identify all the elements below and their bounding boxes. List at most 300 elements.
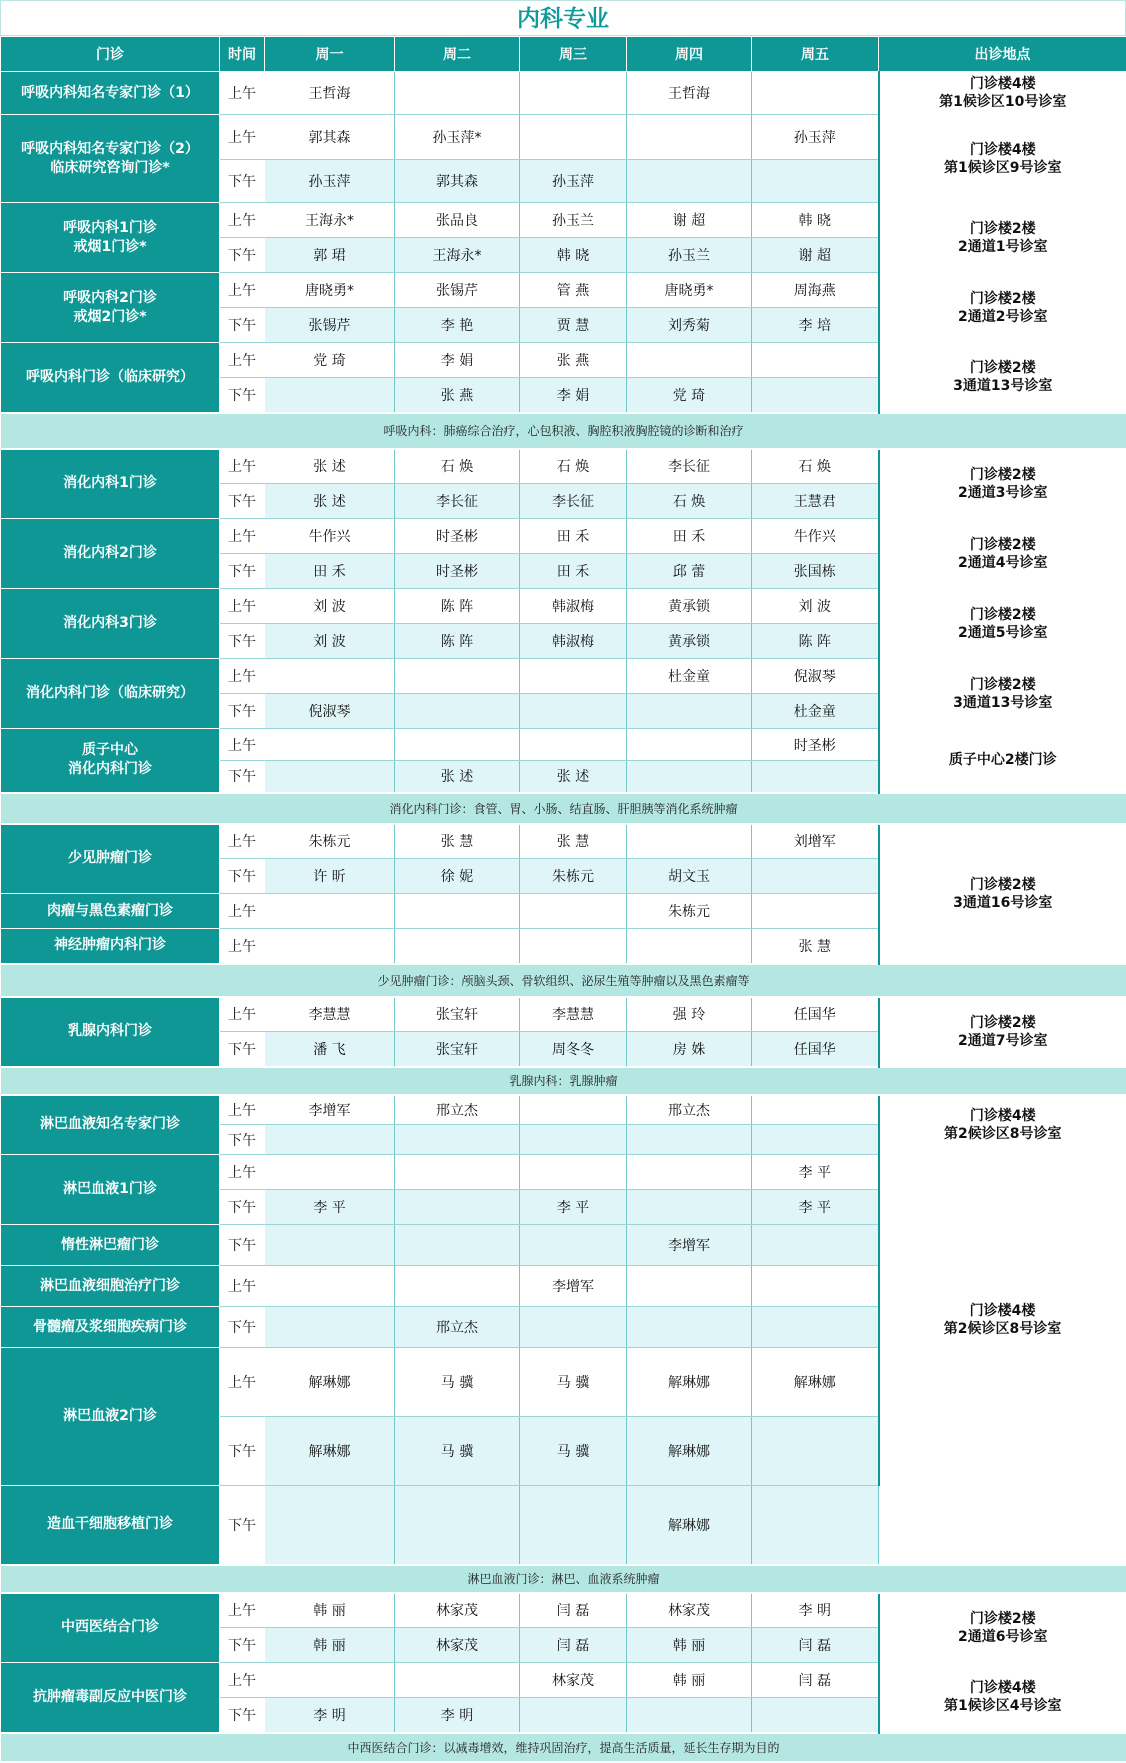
doctor-cell: 李慧慧 [520, 997, 627, 1032]
header-wed: 周三 [520, 37, 627, 72]
doctor-cell: 闫 磊 [752, 1628, 879, 1663]
doctor-cell: 王海永* [395, 238, 520, 273]
doctor-cell [752, 894, 879, 929]
doctor-cell [520, 1307, 627, 1348]
doctor-cell: 韩 丽 [627, 1628, 752, 1663]
session-time: 下午 [220, 1417, 265, 1486]
schedule-row [1, 997, 1126, 1032]
clinic-location: 质子中心2楼门诊 [879, 729, 1126, 793]
schedule-table [0, 36, 1126, 1763]
doctor-cell [752, 1266, 879, 1307]
page-title: 内科专业 [0, 0, 1126, 36]
doctor-cell: 唐晓勇* [627, 273, 752, 308]
clinic-location: 门诊楼2楼 2通道5号诊室 [879, 589, 1126, 659]
clinic-location: 门诊楼2楼 3通道13号诊室 [879, 659, 1126, 729]
doctor-cell: 朱栋元 [265, 824, 395, 859]
doctor-cell: 张 述 [395, 761, 520, 793]
doctor-cell: 张 慧 [520, 824, 627, 859]
clinic-location: 门诊楼2楼 2通道3号诊室 [879, 449, 1126, 519]
doctor-cell: 郭其森 [265, 115, 395, 160]
clinic-name: 呼吸内科2门诊 戒烟2门诊* [1, 273, 220, 343]
schedule-row [1, 519, 1126, 554]
doctor-cell: 党 琦 [627, 378, 752, 413]
doctor-cell: 李增军 [265, 1095, 395, 1125]
doctor-cell: 刘 波 [265, 624, 395, 659]
doctor-cell: 李 明 [265, 1698, 395, 1733]
doctor-cell [520, 1698, 627, 1733]
doctor-cell: 闫 磊 [752, 1663, 879, 1698]
doctor-cell: 房 姝 [627, 1032, 752, 1067]
doctor-cell: 许 昕 [265, 859, 395, 894]
schedule-row [1, 449, 1126, 484]
doctor-cell: 唐晓勇* [265, 273, 395, 308]
doctor-cell [627, 1698, 752, 1733]
clinic-location: 门诊楼2楼 3通道13号诊室 [879, 343, 1126, 413]
doctor-cell: 林家茂 [395, 1593, 520, 1628]
doctor-cell [265, 894, 395, 929]
clinic-name: 少见肿瘤门诊 [1, 824, 220, 894]
section-note: 呼吸内科：肺癌综合治疗，心包积液、胸腔积液胸腔镜的诊断和治疗 [1, 413, 1126, 449]
doctor-cell: 周冬冬 [520, 1032, 627, 1067]
doctor-cell: 刘 波 [752, 589, 879, 624]
session-time: 上午 [220, 519, 265, 554]
session-time: 上午 [220, 894, 265, 929]
doctor-cell [752, 761, 879, 793]
doctor-cell: 孙玉萍* [395, 115, 520, 160]
doctor-cell: 孙玉兰 [627, 238, 752, 273]
doctor-cell [752, 1698, 879, 1733]
doctor-cell: 马 骥 [520, 1417, 627, 1486]
doctor-cell: 刘 波 [265, 589, 395, 624]
doctor-cell: 李长征 [520, 484, 627, 519]
clinic-name: 乳腺内科门诊 [1, 997, 220, 1067]
session-time: 上午 [220, 1663, 265, 1698]
clinic-location: 门诊楼2楼 2通道1号诊室 [879, 203, 1126, 273]
doctor-cell [627, 761, 752, 793]
doctor-cell [627, 1155, 752, 1190]
session-time: 下午 [220, 1486, 265, 1565]
doctor-cell: 张 燕 [395, 378, 520, 413]
doctor-cell: 邢立杰 [395, 1095, 520, 1125]
doctor-cell: 时圣彬 [395, 554, 520, 589]
doctor-cell: 张 慧 [395, 824, 520, 859]
session-time: 上午 [220, 729, 265, 761]
clinic-name: 神经肿瘤内科门诊 [1, 929, 220, 964]
doctor-cell [520, 1225, 627, 1266]
doctor-cell: 陈 阵 [752, 624, 879, 659]
doctor-cell: 时圣彬 [752, 729, 879, 761]
doctor-cell: 韩淑梅 [520, 624, 627, 659]
section-note-row [1, 793, 1126, 824]
doctor-cell: 李增军 [520, 1266, 627, 1307]
doctor-cell: 李 明 [752, 1593, 879, 1628]
doctor-cell [395, 1225, 520, 1266]
doctor-cell: 田 禾 [627, 519, 752, 554]
session-time: 下午 [220, 859, 265, 894]
clinic-name: 质子中心 消化内科门诊 [1, 729, 220, 793]
doctor-cell: 李慧慧 [265, 997, 395, 1032]
clinic-name: 淋巴血液1门诊 [1, 1155, 220, 1225]
doctor-cell: 韩 丽 [627, 1663, 752, 1698]
doctor-cell: 张品良 [395, 203, 520, 238]
doctor-cell [752, 378, 879, 413]
doctor-cell: 陈 阵 [395, 589, 520, 624]
doctor-cell: 张 燕 [520, 343, 627, 378]
doctor-cell: 任国华 [752, 997, 879, 1032]
doctor-cell: 解琳娜 [265, 1417, 395, 1486]
doctor-cell: 解琳娜 [752, 1348, 879, 1417]
session-time: 上午 [220, 659, 265, 694]
clinic-name: 消化内科3门诊 [1, 589, 220, 659]
session-time: 下午 [220, 694, 265, 729]
doctor-cell [752, 859, 879, 894]
doctor-cell: 田 禾 [520, 554, 627, 589]
doctor-cell [265, 1307, 395, 1348]
session-time: 下午 [220, 1225, 265, 1266]
session-time: 上午 [220, 343, 265, 378]
doctor-cell [395, 1155, 520, 1190]
section-note: 淋巴血液门诊：淋巴、血液系统肿瘤 [1, 1565, 1126, 1593]
doctor-cell [395, 729, 520, 761]
doctor-cell [627, 160, 752, 203]
doctor-cell [520, 1125, 627, 1155]
doctor-cell [395, 659, 520, 694]
session-time: 上午 [220, 1095, 265, 1125]
doctor-cell: 孙玉萍 [752, 115, 879, 160]
doctor-cell: 邱 蕾 [627, 554, 752, 589]
doctor-cell [395, 1663, 520, 1698]
doctor-cell: 邢立杰 [395, 1307, 520, 1348]
session-time: 下午 [220, 554, 265, 589]
session-time: 上午 [220, 1266, 265, 1307]
doctor-cell: 王慧君 [752, 484, 879, 519]
session-time: 上午 [220, 273, 265, 308]
doctor-cell [265, 729, 395, 761]
schedule-row [1, 729, 1126, 761]
doctor-cell [752, 160, 879, 203]
clinic-location: 门诊楼2楼 2通道4号诊室 [879, 519, 1126, 589]
session-time: 下午 [220, 160, 265, 203]
doctor-cell [752, 72, 879, 115]
doctor-cell: 时圣彬 [395, 519, 520, 554]
doctor-cell: 朱栋元 [627, 894, 752, 929]
session-time: 下午 [220, 484, 265, 519]
clinic-location: 门诊楼4楼 第2候诊区8号诊室 [879, 1155, 1126, 1486]
session-time: 下午 [220, 761, 265, 793]
schedule-row [1, 203, 1126, 238]
doctor-cell: 李增军 [627, 1225, 752, 1266]
doctor-cell: 李 娟 [395, 343, 520, 378]
header-thu: 周四 [627, 37, 752, 72]
doctor-cell [627, 1266, 752, 1307]
clinic-location: 门诊楼4楼 第2候诊区8号诊室 [879, 1095, 1126, 1155]
doctor-cell [395, 694, 520, 729]
session-time: 下午 [220, 1307, 265, 1348]
header-clinic: 门诊 [1, 37, 220, 72]
doctor-cell [395, 1190, 520, 1225]
doctor-cell [265, 929, 395, 964]
doctor-cell [520, 659, 627, 694]
doctor-cell: 谢 超 [627, 203, 752, 238]
session-time: 下午 [220, 378, 265, 413]
doctor-cell [520, 1155, 627, 1190]
clinic-name: 惰性淋巴瘤门诊 [1, 1225, 220, 1266]
clinic-name: 淋巴血液知名专家门诊 [1, 1095, 220, 1155]
doctor-cell: 林家茂 [395, 1628, 520, 1663]
doctor-cell: 闫 磊 [520, 1593, 627, 1628]
clinic-name: 呼吸内科1门诊 戒烟1门诊* [1, 203, 220, 273]
doctor-cell [752, 1417, 879, 1486]
doctor-cell [395, 1486, 520, 1565]
doctor-cell: 强 玲 [627, 997, 752, 1032]
doctor-cell: 解琳娜 [627, 1486, 752, 1565]
session-time: 上午 [220, 1348, 265, 1417]
doctor-cell [265, 659, 395, 694]
doctor-cell: 石 焕 [395, 449, 520, 484]
doctor-cell: 张宝轩 [395, 997, 520, 1032]
doctor-cell: 田 禾 [520, 519, 627, 554]
doctor-cell [752, 1095, 879, 1125]
doctor-cell [395, 72, 520, 115]
doctor-cell [627, 1190, 752, 1225]
session-time: 上午 [220, 824, 265, 859]
doctor-cell: 李 娟 [520, 378, 627, 413]
doctor-cell: 贾 慧 [520, 308, 627, 343]
schedule-row [1, 1486, 1126, 1565]
doctor-cell: 孙玉兰 [520, 203, 627, 238]
clinic-location: 门诊楼4楼 第1候诊区10号诊室 [879, 72, 1126, 115]
session-time: 上午 [220, 449, 265, 484]
section-note-row [1, 1067, 1126, 1095]
doctor-cell: 张 述 [520, 761, 627, 793]
doctor-cell: 马 骥 [520, 1348, 627, 1417]
clinic-name: 呼吸内科知名专家门诊（2） 临床研究咨询门诊* [1, 115, 220, 203]
session-time: 上午 [220, 72, 265, 115]
section-note: 中西医结合门诊：以减毒增效，维持巩固治疗，提高生活质量，延长生存期为目的 [1, 1733, 1126, 1762]
doctor-cell: 解琳娜 [627, 1348, 752, 1417]
doctor-cell: 石 焕 [627, 484, 752, 519]
section-note: 乳腺内科：乳腺肿瘤 [1, 1067, 1126, 1095]
doctor-cell: 党 琦 [265, 343, 395, 378]
doctor-cell [265, 1225, 395, 1266]
doctor-cell: 牛作兴 [265, 519, 395, 554]
doctor-cell: 韩淑梅 [520, 589, 627, 624]
doctor-cell: 孙玉萍 [520, 160, 627, 203]
clinic-location: 门诊楼2楼 3通道16号诊室 [879, 824, 1126, 964]
doctor-cell: 孙玉萍 [265, 160, 395, 203]
doctor-cell [395, 1266, 520, 1307]
doctor-cell: 韩 丽 [265, 1593, 395, 1628]
session-time: 上午 [220, 929, 265, 964]
doctor-cell [627, 694, 752, 729]
schedule-body [1, 72, 1126, 1762]
doctor-cell: 杜金童 [627, 659, 752, 694]
doctor-cell [265, 378, 395, 413]
clinic-name: 骨髓瘤及浆细胞疾病门诊 [1, 1307, 220, 1348]
doctor-cell: 李 平 [265, 1190, 395, 1225]
doctor-cell: 林家茂 [520, 1663, 627, 1698]
clinic-location: 门诊楼4楼 第1候诊区4号诊室 [879, 1663, 1126, 1733]
doctor-cell [520, 1095, 627, 1125]
doctor-cell: 倪淑琴 [265, 694, 395, 729]
doctor-cell: 张 慧 [752, 929, 879, 964]
doctor-cell: 李 平 [520, 1190, 627, 1225]
session-time: 上午 [220, 997, 265, 1032]
schedule-row [1, 1095, 1126, 1125]
doctor-cell: 林家茂 [627, 1593, 752, 1628]
doctor-cell: 牛作兴 [752, 519, 879, 554]
session-time: 下午 [220, 1698, 265, 1733]
doctor-cell: 马 骥 [395, 1348, 520, 1417]
doctor-cell: 张 述 [265, 449, 395, 484]
doctor-cell [395, 929, 520, 964]
clinic-name: 消化内科2门诊 [1, 519, 220, 589]
doctor-cell: 邢立杰 [627, 1095, 752, 1125]
doctor-cell: 石 焕 [752, 449, 879, 484]
clinic-name: 中西医结合门诊 [1, 1593, 220, 1663]
doctor-cell: 解琳娜 [265, 1348, 395, 1417]
doctor-cell: 李 平 [752, 1155, 879, 1190]
clinic-name: 淋巴血液2门诊 [1, 1348, 220, 1486]
doctor-cell: 韩 晓 [752, 203, 879, 238]
session-time: 下午 [220, 1628, 265, 1663]
schedule-row [1, 1593, 1126, 1628]
schedule-row [1, 343, 1126, 378]
doctor-cell: 张 述 [265, 484, 395, 519]
doctor-cell: 李 培 [752, 308, 879, 343]
doctor-cell: 李 艳 [395, 308, 520, 343]
clinic-name: 呼吸内科门诊（临床研究） [1, 343, 220, 413]
doctor-cell: 朱栋元 [520, 859, 627, 894]
doctor-cell [520, 929, 627, 964]
session-time: 上午 [220, 1155, 265, 1190]
doctor-cell: 张国栋 [752, 554, 879, 589]
doctor-cell [520, 729, 627, 761]
doctor-cell [520, 694, 627, 729]
doctor-cell: 徐 妮 [395, 859, 520, 894]
session-time: 下午 [220, 238, 265, 273]
doctor-cell [752, 1486, 879, 1565]
header-row [1, 37, 1126, 72]
doctor-cell: 张锡芹 [395, 273, 520, 308]
clinic-name: 抗肿瘤毒副反应中医门诊 [1, 1663, 220, 1733]
session-time: 下午 [220, 1125, 265, 1155]
doctor-cell: 周海燕 [752, 273, 879, 308]
doctor-cell: 田 禾 [265, 554, 395, 589]
session-time: 下午 [220, 308, 265, 343]
clinic-location: 门诊楼2楼 2通道6号诊室 [879, 1593, 1126, 1663]
doctor-cell: 胡文玉 [627, 859, 752, 894]
doctor-cell: 韩 丽 [265, 1628, 395, 1663]
doctor-cell: 李长征 [395, 484, 520, 519]
doctor-cell [627, 115, 752, 160]
doctor-cell [627, 343, 752, 378]
clinic-name: 淋巴血液细胞治疗门诊 [1, 1266, 220, 1307]
header-location: 出诊地点 [879, 37, 1126, 72]
doctor-cell: 倪淑琴 [752, 659, 879, 694]
header-fri: 周五 [752, 37, 879, 72]
schedule-row [1, 824, 1126, 859]
doctor-cell: 李长征 [627, 449, 752, 484]
doctor-cell [265, 1125, 395, 1155]
doctor-cell: 任国华 [752, 1032, 879, 1067]
doctor-cell: 石 焕 [520, 449, 627, 484]
doctor-cell: 王哲海 [627, 72, 752, 115]
clinic-name: 消化内科门诊（临床研究） [1, 659, 220, 729]
schedule-row [1, 589, 1126, 624]
doctor-cell [752, 343, 879, 378]
header-time: 时间 [220, 37, 265, 72]
doctor-cell: 张锡芹 [265, 308, 395, 343]
doctor-cell: 闫 磊 [520, 1628, 627, 1663]
section-note: 少见肿瘤门诊：颅脑头颈、骨软组织、泌尿生殖等肿瘤以及黑色素瘤等 [1, 964, 1126, 997]
session-time: 上午 [220, 589, 265, 624]
doctor-cell [520, 894, 627, 929]
session-time: 上午 [220, 115, 265, 160]
doctor-cell: 解琳娜 [627, 1417, 752, 1486]
doctor-cell: 韩 晓 [520, 238, 627, 273]
doctor-cell: 杜金童 [752, 694, 879, 729]
doctor-cell: 郭其森 [395, 160, 520, 203]
doctor-cell [752, 1125, 879, 1155]
doctor-cell [627, 1125, 752, 1155]
doctor-cell [627, 824, 752, 859]
doctor-cell [395, 894, 520, 929]
doctor-cell: 郭 珺 [265, 238, 395, 273]
doctor-cell: 潘 飞 [265, 1032, 395, 1067]
section-note: 消化内科门诊：食管、胃、小肠、结直肠、肝胆胰等消化系统肿瘤 [1, 793, 1126, 824]
clinic-name: 肉瘤与黑色素瘤门诊 [1, 894, 220, 929]
doctor-cell [520, 115, 627, 160]
session-time: 上午 [220, 203, 265, 238]
clinic-name: 消化内科1门诊 [1, 449, 220, 519]
schedule-row [1, 1663, 1126, 1698]
doctor-cell: 黄承锁 [627, 624, 752, 659]
doctor-cell [627, 929, 752, 964]
doctor-cell [752, 1307, 879, 1348]
session-time: 上午 [220, 1593, 265, 1628]
doctor-cell: 管 燕 [520, 273, 627, 308]
doctor-cell [395, 1125, 520, 1155]
clinic-name: 造血干细胞移植门诊 [1, 1486, 220, 1565]
doctor-cell: 谢 超 [752, 238, 879, 273]
doctor-cell [752, 1225, 879, 1266]
session-time: 下午 [220, 624, 265, 659]
section-note-row [1, 1565, 1126, 1593]
doctor-cell [627, 729, 752, 761]
schedule-row [1, 115, 1126, 160]
doctor-cell [520, 72, 627, 115]
header-mon: 周一 [265, 37, 395, 72]
doctor-cell: 陈 阵 [395, 624, 520, 659]
clinic-location: 门诊楼2楼 2通道2号诊室 [879, 273, 1126, 343]
doctor-cell: 刘秀菊 [627, 308, 752, 343]
section-note-row [1, 413, 1126, 449]
doctor-cell: 王海永* [265, 203, 395, 238]
doctor-cell [265, 1663, 395, 1698]
doctor-cell [265, 1266, 395, 1307]
doctor-cell: 张宝轩 [395, 1032, 520, 1067]
section-note-row [1, 1733, 1126, 1762]
doctor-cell: 李 明 [395, 1698, 520, 1733]
doctor-cell: 王哲海 [265, 72, 395, 115]
clinic-location: 门诊楼4楼 第1候诊区9号诊室 [879, 115, 1126, 203]
doctor-cell [520, 1486, 627, 1565]
schedule-row [1, 659, 1126, 694]
doctor-cell: 马 骥 [395, 1417, 520, 1486]
session-time: 下午 [220, 1190, 265, 1225]
doctor-cell: 黄承锁 [627, 589, 752, 624]
